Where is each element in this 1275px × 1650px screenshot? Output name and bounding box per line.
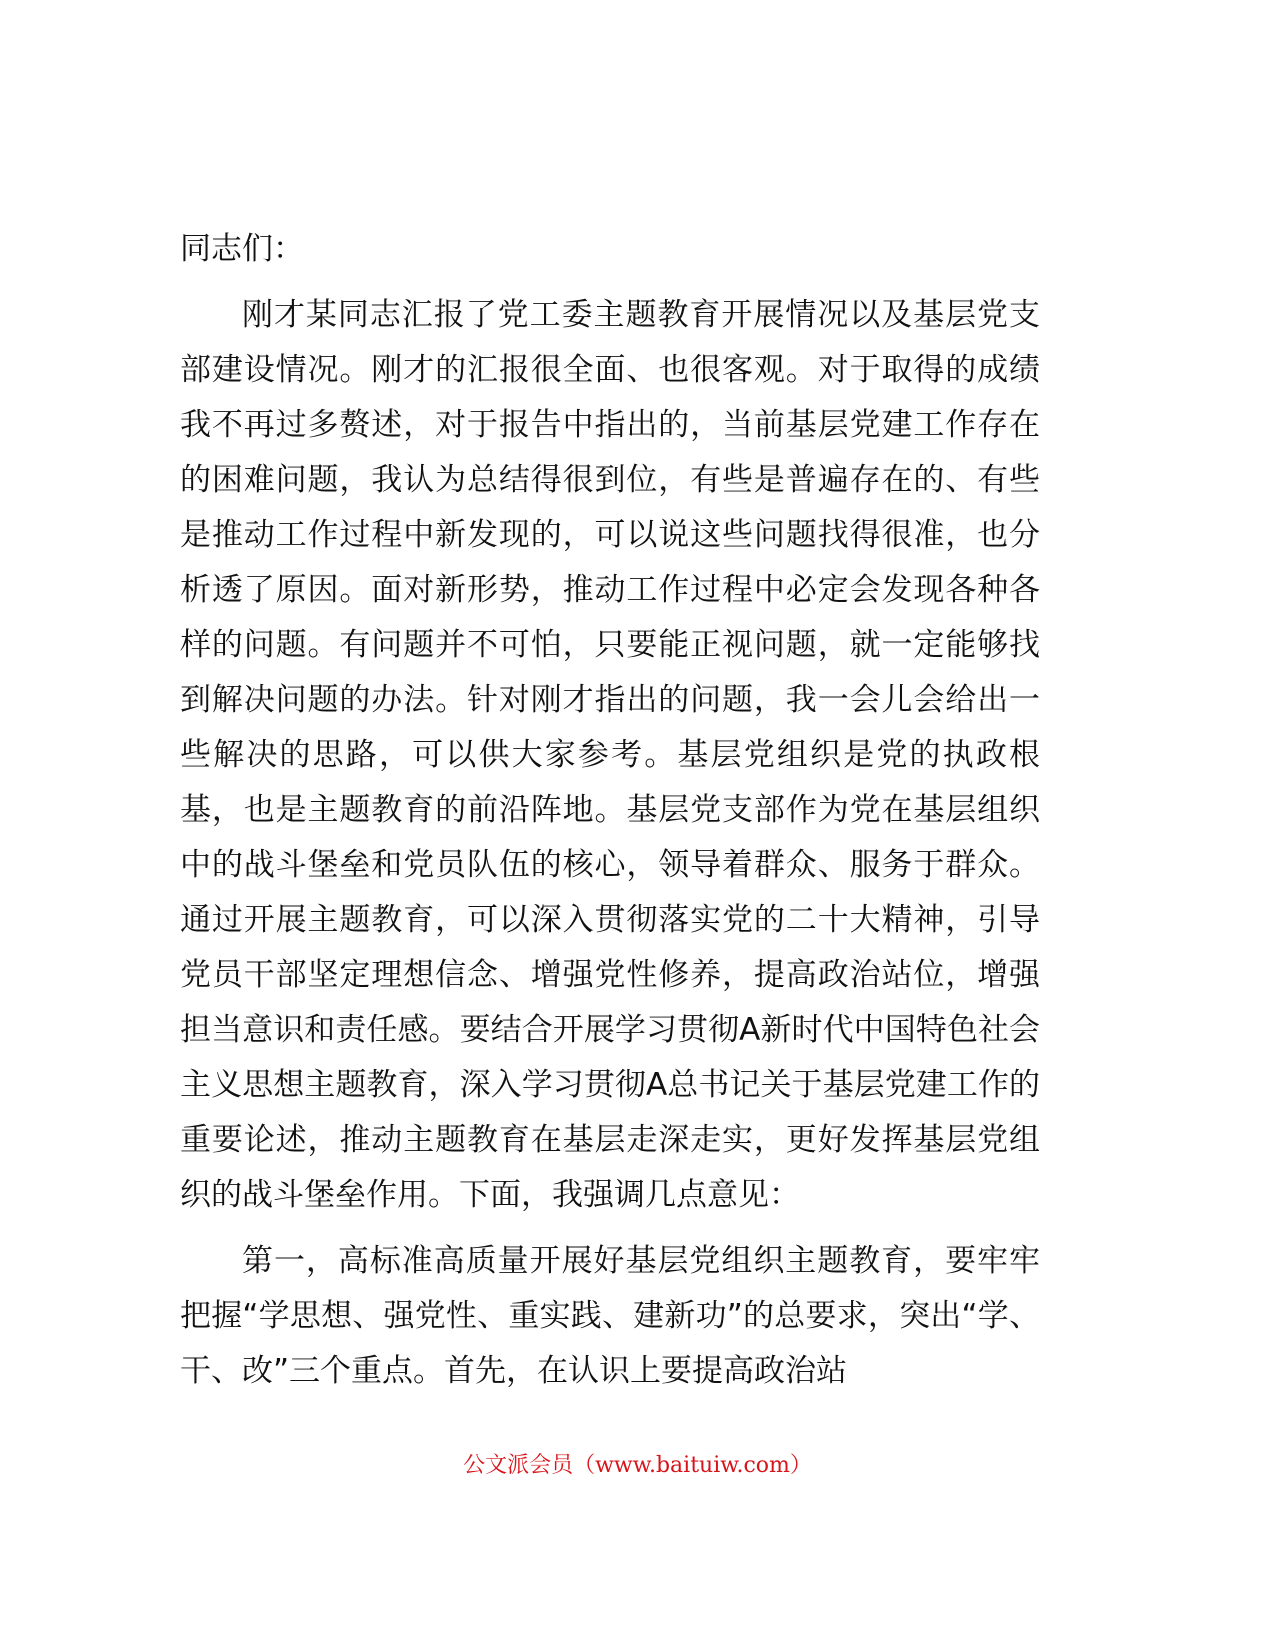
paragraph-1: 刚才某同志汇报了党工委主题教育开展情况以及基层党支部建设情况。刚才的汇报很全面、也很客观。对于取得的成绩我不再过多赘述，对于报告中指出的，当前基层党建工作存在的困难问题，我认为总结得很到位，有些是普遍存在的、有些是推动工作过程中新发现的，可以说这些问题找得很准，也分析透了原因。面对新形势，推动工作过程中必定会发现各种各样的问题。有问题并不可怕，只要能正视问题，就一定能够找到解决问题的办法。针对刚才指出的问题，我一会儿会给出一些解决的思路，可以供大家参考。基层党组织是党的执政根基，也是主题教育的前沿阵地。基层党支部作为党在基层组织中的战斗堡垒和党员队伍的核心，领导着群众、服务于群众。通过开展主题教育，可以深入贯彻落实党的二十大精神，引导党员干部坚定理想信念、增强党性修养，提高政治站位，增强担当意识和责任感。要结合开展学习贯彻A新时代中国特色社会主义思想主题教育，深入学习贯彻A总书记关于基层党建工作的重要论述，推动主题教育在基层走深走实，更好发挥基层党组织的战斗堡垒作用。下面，我强调几点意见： (180, 297, 1040, 1213)
document-body (180, 222, 1040, 1410)
footer-watermark: 公文派会员（www.baituiw.com） (463, 1453, 812, 1478)
salutation: 同志们： (180, 231, 304, 267)
paragraph-2: 第一，高标准高质量开展好基层党组织主题教育，要牢牢把握“学思想、强党性、重实践、建新功”的总要求，突出“学、干、改”三个重点。首先，在认识上要提高政治站 (180, 1243, 1040, 1389)
